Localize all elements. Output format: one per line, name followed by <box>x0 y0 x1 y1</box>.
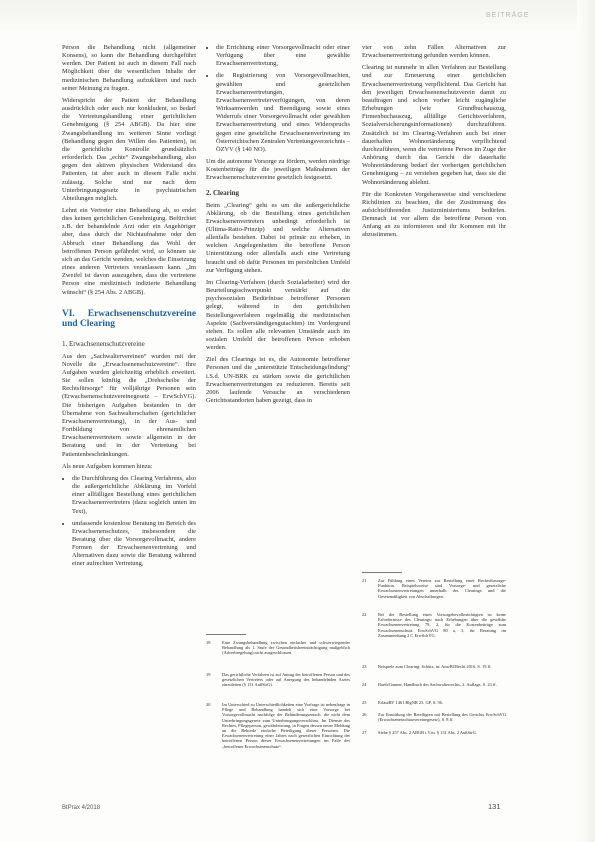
footnote <box>206 702 350 749</box>
footnote-text: ErläutRV 1461 BlgNR 25. GP, S. 56. <box>378 700 443 705</box>
footnote <box>362 664 506 669</box>
footnote-number: 22 <box>362 612 367 617</box>
footnote-text: Zur Fühlung eines Vereins zur Bestellung einer Rechtsfürsorge-Funktion. Beispielsweise sind Vorsorge- und gesetzliche Erwachsenenvertretungen innerhalb des Clearings und die Gesetzmäßigkeit von Abschaffungen. <box>378 578 506 599</box>
footnote <box>206 640 350 656</box>
bullet-list <box>62 475 196 569</box>
footnote-text: Zur Ermittlung der Beteiligten mit Bestellung des Gerichts ErwSchVG (Erwachsenenschutzvereinegesetz), S. 8 ff. <box>378 712 506 723</box>
paragraph: Widerspricht der Patient der Behandlung ausdrücklich oder auch nur konkludent, so bedarf die Vertretungshandlung einer gerichtlichen Genehmigung (§ 254 ABGB). Da hier eine Zwangsbehandlung im weiteren Sinne vorliegt (Behandlung gegen den Willen des Patienten), ist die gerichtliche Kontrolle grundsätzlich erforderlich. Das „echte“ Zwangsbehandlung, also gegen den aktiven physischen Widerstand des Patienten, ist aber auch in diesem Falle nicht zulässig. Solche sind nur nach dem Unterbringungsgesetz in psychiatrischen Abteilungen möglich. <box>62 96 196 202</box>
list-item: • umfassende kostenlose Beratung im Bereich des Erwachsenenschutzes, insbesondere die Beratung über die Vorsorgevollmacht, andere Formen der Erwachsenenvertretung und Alternativen dazu sowie die Beratung während einer aufrechten Vertretung, <box>72 520 196 569</box>
footnote-number: 18 <box>206 640 211 645</box>
paragraph: Beim „Clearing“ geht es um die außergerichtliche Abklärung, ob die Bestellung eines gerichtlichen Erwachsenenvertreters unbedingt erforderlich ist (Ultima-Ratio-Prinzip) und welche Alternativen allenfalls bestehen. Dabei ist primär zu erheben, in welchen Angelegenheiten die betroffene Person Unterstützung oder allenfalls auch eine Vertretung braucht und ob dafür Personen im persönlichen Umfeld zur Verfügung stehen. <box>206 201 350 274</box>
footnote <box>362 682 506 687</box>
section-heading: VI. Erwachsenenschutzvereine und Clearing <box>62 308 196 330</box>
paragraph: Lehnt ein Vertreter eine Behandlung ab, so endet dies keinen gerichtlichen Genehmigung. Befürchtet z.B. der behandelnde Arzt oder ein Angehöriger aber, dass durch die Nichtaufnahme oder den Abbruch einer Behandlung das Wohl der betroffenen Person gefährdet wird, so können sie sich an das Gericht wenden, welches die Einsetzung eines anderen Vertreters veranlassen kann. „Im Zweifel ist davon auszugehen, dass die vertretene Person eine medizinisch indizierte Behandlung wünscht“ (§ 254 Abs. 2 ABGB). <box>62 206 196 296</box>
footnote-number: 27 <box>362 730 367 735</box>
footnote-text: Barth/Ganner, Handbuch des Sachwalterrechts, 2. Auflage, S. 23 ff. <box>378 682 497 687</box>
page-edge-shadow <box>577 0 595 842</box>
footnote-number: 20 <box>206 702 211 707</box>
footnote <box>362 712 506 722</box>
footnote <box>362 730 506 735</box>
footnote-number: 23 <box>362 664 367 669</box>
footnote-number: 26 <box>362 712 367 717</box>
footnote-text: Das gerichtliche Verfahren ist auf Antrag der betroffenen Person und des gesetzlichen Vertreters oder auf Anregung des behandelnden Arztes einzuleiten (§ 131 AußStrG). <box>222 672 350 688</box>
footnote <box>206 672 350 688</box>
paragraph: Im Clearing-Verfahren (durch Sozialarbeiter) wird der Beurteilungsschwerpunkt verstärkt auf die psychosozialen Bedürfnisse betroffener Personen gelegt, während in den gerichtlichen Bestellungsverfahren regelmäßig die medizinischen Aspekte (Sachverständigengutachten) im Vordergrund stehen. Es sollen alle relevanten Umstände auch im sozialen Umfeld der betroffenen Person erhoben werden. <box>206 278 350 352</box>
paragraph: Clearing ist nunmehr in allen Verfahren zur Bestellung und zur Erneuerung einer gerichtlichen Erwachsenenvertretung verpflichtend. Das Gericht hat den jeweiligen Erwachsenenschutzverein damit zu beauftragen und schon vorher leicht zugängliche Erhebungen (wie Grundbuchauszug, Firmenbuchauszug, allfällige Gerichtsverfahren, Sozialversicherungsinformationen) durchzuführen. Zusätzlich ist im Clearing-Verfahren auch bei einer dauerhaften Wohnortänderung verpflichtend durchzuführen, wenn die vertretene Person im Zuge der Anhörung durch das Gericht die dauerhafte Wohnortänderung bedarf der vorherigen gerichtlichen Genehmigung – zu verstehen gegeben hat, dass sie die Wohnortänderung ablehnt. <box>362 64 506 186</box>
footnote <box>362 612 506 638</box>
list-item: • die Registrierung von Vorsorgevollmachten, gewählten und gesetzlichen Erwachsenenvertretungen, Erwachsenenvertreterverfügungen, von deren Wirksamwerden und Beendigung sowie eines Widerrufs einer Vorsorgevollmacht oder gewählten Erwachsenenvertretung und eines Widerspruchs gegen eine gesetzliche Erwachsenenvertretung im Österreichischen Zentralen Vertretungsverzeichnis – ÖZVV (§ 140 NO). <box>216 72 350 154</box>
footnote-number: 21 <box>362 578 367 583</box>
paragraph: Als neue Aufgaben kommen hinzu: <box>62 462 153 470</box>
text-column-3 <box>362 44 506 244</box>
text-column-1 <box>62 44 196 573</box>
subsection-heading: 1. Erwachsenenschutzvereine <box>62 339 145 348</box>
footnote <box>362 578 506 599</box>
bullet-list <box>206 44 350 154</box>
footnote-number: 25 <box>362 700 367 705</box>
paragraph: vier von zehn Fällen Alternativen zur Erwachsenenvertretung gefunden werden können. <box>362 44 506 60</box>
footnote-text: Siehe § 257 Abs. 2 ABGB i.V.m. § 131 Abs. 2 AußStrG. <box>378 730 477 735</box>
footnote-number: 24 <box>362 682 367 687</box>
footnote-text: Bei der Bestellung eines Vorsorgebevollmächtigten ist keine Erfordernisse des Clearings; nach Erhebungen über die gewählte Erwachsenenvertretung 79, 2, für die Kostenbeiträge zum Erwachsenenschutz ErwSchVG 80 a, 3, für Beratung im Zusammenhang 2 C ErwSchVG. <box>378 612 506 638</box>
list-item: • die Durchführung des Clearing Verfahrens, also die außergerichtliche Abklärung im Vorfeld einer allfälligen Bestellung eines gerichtlichen Erwachsenenvertreters (dazu sogleich unten im Text), <box>72 475 196 516</box>
footnote-number: 19 <box>206 672 211 677</box>
footnote-rule <box>362 572 402 573</box>
list-item: • die Errichtung einer Vorsorgevollmacht oder einer Verfügung über eine gewählte Erwachsenenvertretung, <box>216 44 350 68</box>
footnote-text: Eine Zwangsbehandlung zwischen einfacher und schwerwiegender Behandlung als 1. Stufe der Gesundheitsbeeinträchtigung maßgeblich (Adverbregelung) nicht ausgeschlossen. <box>222 640 350 656</box>
footnote-text: Im Unterschied zu Unterschiedlichkeiten eine Vorfrage ist nebenfrage in Pflege und Behandlung handelt sich eine Vorsorge bei Vorsorgevollmacht nachfolge der Behinderungsentsch. die nicht dem Unterbringungsgesetz zum Unterbringungsverschluss. Im Dienste des Rechtes, Pflegeperson, gewährleistung, in Fragen dessen neuer Meldung an die Behörde einfache Beteiligung dieser Personen. Die Erwachsenenvertretung einer Jahres nach gesetzlichen Einrichtung der betroffenen Person dieser Erwachsenenvertretungen im Falle des „betroffener Erwachsenenschutz“. <box>222 702 350 749</box>
journal-issue: BtPrax 4/2018 <box>62 805 101 811</box>
subsection-heading: 2. Clearing <box>206 188 240 197</box>
paragraph: Aus den „Sachwaltervereinen“ wurden mit der Novelle die „Erwachsenenschutzvereine“. Ihre Aufgaben wurden gleichzeitig erheblich erweitert. Sie sollen künftig die „Drehscheibe der Rechtsfürsorge“ für volljährige Personen sein (Erwachsenenschutzvereinegesetz – ErwSchVG). Die bisherigen Aufgaben bestanden in der Übernahme von Sachwalterschaften (gerichtlicher Erwachsenenvertretung), in der Aus- und Fortbildung von ehrenamtlichen Erwachsenenvertretern sowie allgemein in der Beratung und in der Vertretung bei Patientenbeschränkungen. <box>62 352 196 458</box>
paragraph: Person die Behandlung nicht (allgemeiner Konsens), so kann die Behandlung durchgeführt werden. Der Patient ist auch in diesem Fall nach Möglichkeit über die wesentlichen Inhalte der medizinischen Behandlung aufzuklären und nach seiner Meinung zu fragen. <box>62 44 196 92</box>
running-header: BEITRÄGE <box>486 12 530 19</box>
footnote <box>362 700 506 705</box>
paragraph: Ziel des Clearings ist es, die Autonomie betroffener Personen und die „unterstützte Entscheidungsfindung“ i.S.d. UN-BRK zu stärken sowie die gerichtlichen Erwachsenenvertretungen zu reduzieren. Bereits seit 2006 laufende Versuche an verschiedenen Gerichtsstandorten haben gezeigt, dass in <box>206 356 350 405</box>
paragraph: Um die autonome Vorsorge zu fördern, werden niedrige Kostenbeiträge für die jeweiligen Maßnahmen der Erwachsenenschutzvereine gesetzlich festgesetzt. <box>206 158 350 182</box>
paragraph: Für die Konkreten Vorgehensweise sind verschiedene Richtlinien zu beachten, die der Zustimmung des aufsichtsführenden Justizministeriums bedürfen. Demnach ist vor allem die betroffene Person von Anfang an zu informieren und ihr Kommen mit ihr abzustimmen. <box>362 190 506 239</box>
page-number: 131 <box>488 802 501 811</box>
footnote-text: Beispiele zum Clearing: Schütz, in: AnwBl/Recht 2016, S. 19 ff. <box>378 664 492 669</box>
text-column-2 <box>206 44 350 409</box>
footnote-rule <box>206 634 246 635</box>
